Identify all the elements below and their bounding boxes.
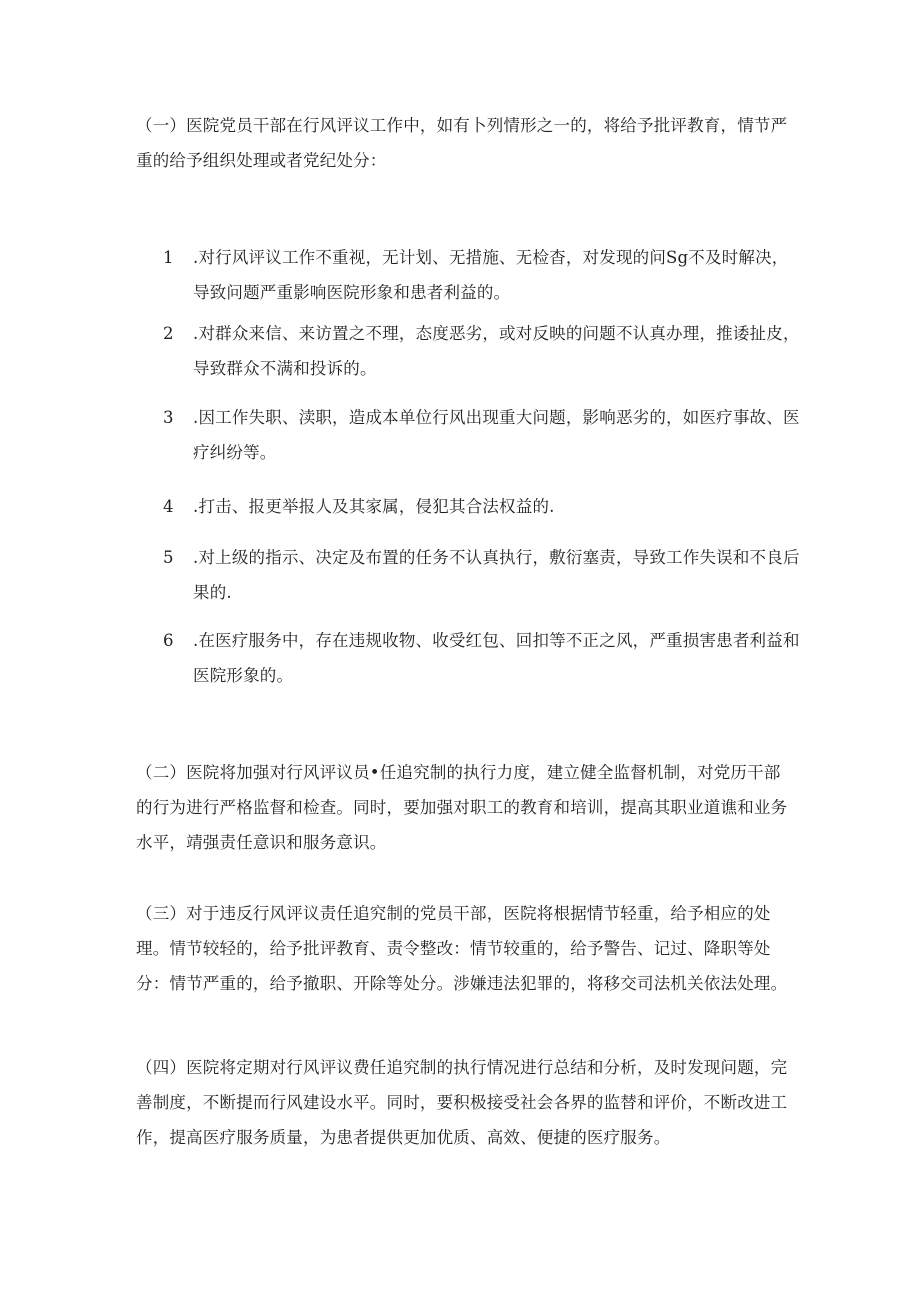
list-item-2 [163,316,803,386]
list-item-number: 1 [163,248,174,267]
list-item-6 [163,623,803,693]
list-item-number: 2 [163,324,174,343]
list-item-number: 6 [163,631,174,650]
list-item-number: 3 [163,408,174,427]
section-1-paragraph: （一）医院党员干部在行风评议工作中，如有卜列情形之一的，将给予批评教育，情节严重的给予组织处理或者党纪处分： [136,116,788,170]
list-item-text: .打击、报更举报人及其家属，侵犯其合法权益的. [193,497,555,516]
list-item-1 [163,240,803,310]
section-2-paragraph: （二）医院将加强对行风评议员•任追究制的执行力度，建立健全监督机制，对党历干部的行为进行严格监督和检查。同时，要加强对职工的教育和培训，提高其职业道谯和业务水平，靖强责任意识和服务意识。 [136,763,788,852]
section-3-paragraph: （三）对于违反行风评议责任追究制的党员干部，医院将根据情节轻重，给予相应的处理。情节较轻的，给予批评教育、责令整改：情节较重的，给予警告、记过、降职等处分：情节严重的，给予撤职、开除等处分。涉嫌违法犯罪的，将移交司法机关依法处理。 [136,904,788,993]
list-item-4 [163,489,803,524]
list-item-number: 4 [163,497,174,516]
list-item-text: .对行风评议工作不重视，无计划、无措施、无检杳，对发现的问Sg不及时解决，导致问题严重影响医院形象和患者利益的。 [193,248,789,302]
section-4-paragraph: （四）医院将定期对行风评议费任追究制的执行情况进行总结和分析，及时发现问题，完善制度，不断提而行风建设水平。同时，要积极接受社会各界的监替和评价，不断改进工作，提高医疗服务质量，为患者提供更加优质、高效、便捷的医疗服务。 [136,1058,788,1147]
list-item-text: .对上级的指示、决定及布置的任务不认真执行，敷衍塞责，导致工作失误和不良后果的. [193,548,800,602]
list-item-number: 5 [163,548,174,567]
list-item-5 [163,540,803,610]
list-item-3 [163,400,803,470]
list-item-text: .在医疗服务中，存在违规收物、收受红包、回扣等不正之风，严重损害患者利益和医院形象的。 [193,631,800,685]
list-item-text: .因工作失职、渎职，造成本单位行风出现重大问题，影响恶劣的，如医疗事故、医疗纠纷等。 [193,408,800,462]
list-item-text: .对群众来信、来访置之不理，态度恶劣，或对反映的问题不认真办理，推诿扯皮，导致群众不满和投诉的。 [193,324,800,378]
